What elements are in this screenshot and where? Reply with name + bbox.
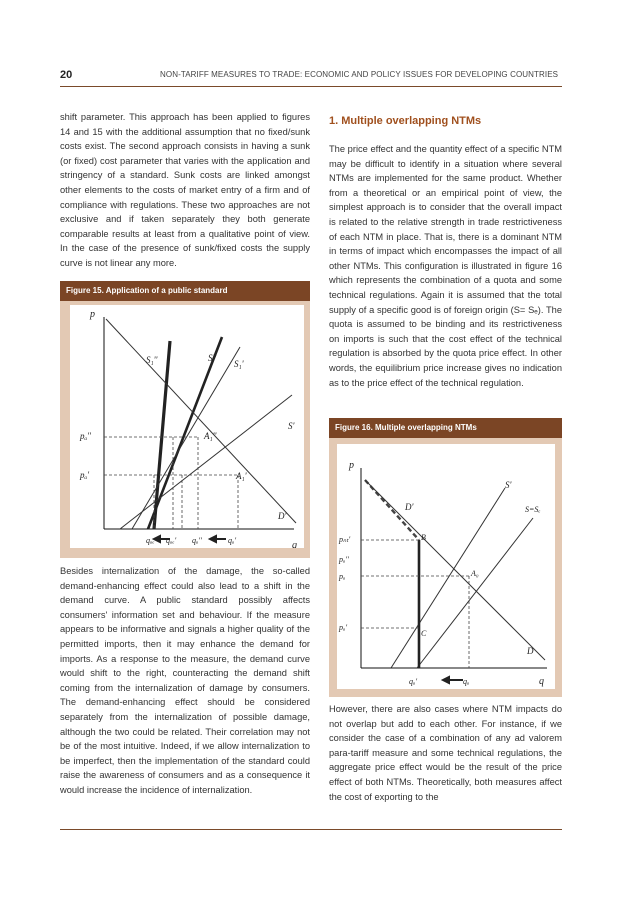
fig15-label-a1pp: A₁'' bbox=[204, 431, 217, 441]
right-paragraph-2: However, there are also cases where NTM impacts do not overlap but add to each other. For instance, if we consider the case of a combination of any ad valorem para-tariff measure and some technical regulations, the aggregate price effect would be the result of the price effect of both NTMs. Theoretically, both measures affect the cost of exporting to the bbox=[329, 704, 562, 802]
fig15-label-qAdpp: qₐₑ'' bbox=[146, 536, 158, 545]
right-paragraph-1: The price effect and the quantity effect of a specific NTM may be difficult to identify in a situation where several NTMs are implemented for the same product. Whether from a theoretical or an empirical point of view, the simplest approach is to consider that the overall impact is related to the relative strength in trade restrictiveness of each NTM in place. That is, there is a dominant NTM in terms of impact which encompasses the impact of all other NTMs. This configuration is illustrated in figure 16 which represents the combination of a quota and some technical regulations. Again it is assumed that the total supply of a specific good is of foreign origin (S= Sₑ). The quota is assumed to be binding and its restrictiveness on imports is such that the cost effect of the technical regulation is absorbed by the quota price effect. In other words, the equilibrium price increase gives no indication as to the price effect of the technical regulation. bbox=[329, 144, 562, 388]
fig16-label-sse: S=Sₑ bbox=[525, 505, 541, 514]
figure15-chart bbox=[70, 305, 304, 548]
fig16-label-qA: qₐ bbox=[463, 677, 470, 686]
fig16-label-a0: A₀ bbox=[471, 569, 479, 578]
page-number: 20 bbox=[60, 69, 73, 81]
fig15-curve-s1p bbox=[132, 347, 240, 529]
fig16-label-dp: D' bbox=[405, 502, 414, 512]
footer-rule bbox=[60, 829, 562, 830]
header-rule bbox=[60, 86, 562, 87]
figure15-title: Figure 15. Application of a public standard bbox=[60, 281, 310, 301]
fig16-curve-sse bbox=[417, 518, 533, 668]
fig16-label-pNTp: pₙₜ' bbox=[339, 535, 351, 544]
fig15-curve-dp bbox=[106, 319, 296, 523]
fig15-label-pApp: pₐ'' bbox=[80, 431, 91, 441]
right-column-lower bbox=[329, 702, 562, 804]
fig16-label-pAp: pₐ' bbox=[339, 623, 348, 632]
fig15-label-sp: S' bbox=[288, 421, 295, 431]
fig16-curve-sp bbox=[391, 488, 505, 668]
figure16-plot-area bbox=[337, 444, 555, 689]
fig15-label-a1p: A₁' bbox=[236, 471, 247, 481]
fig15-label-s1pp: S₁'' bbox=[146, 355, 158, 365]
running-title: NON-TARIFF MEASURES TO TRADE: ECONOMIC AND POLICY ISSUES FOR DEVELOPING COUNTRIES bbox=[160, 70, 559, 79]
left-column-lower bbox=[60, 564, 310, 798]
fig16-label-b: B bbox=[421, 533, 426, 542]
fig15-label-qApp: qₐ'' bbox=[192, 536, 202, 545]
fig15-label-qAdp: qₐₑ' bbox=[166, 536, 177, 545]
fig16-curve-d bbox=[365, 480, 545, 660]
left-column bbox=[60, 110, 310, 271]
fig15-label-s1p: S₁' bbox=[234, 359, 244, 369]
right-column bbox=[329, 142, 562, 390]
fig15-label-qAp: qₐ' bbox=[228, 536, 237, 545]
fig15-label-p: p bbox=[90, 309, 95, 320]
fig16-label-pA: pₐ bbox=[339, 572, 346, 581]
figure16-title: Figure 16. Multiple overlapping NTMs bbox=[329, 418, 562, 438]
fig16-label-q: q bbox=[539, 676, 544, 687]
figure15-frame bbox=[60, 301, 310, 558]
figure16-frame bbox=[329, 438, 562, 697]
left-paragraph-1: shift parameter. This approach has been applied to figures 14 and 15 with the additional assumption that no fixed/sunk costs exist. The second approach consists in having a sunk (or fixed) cost parameter that varies with the application and stringency of a standard. Sunk costs are linked amongst other elements to the costs of market entry of a firm and of compliance with regulations. These two approaches are not exclusive and if taken separately they both generate comparable results at least from a qualitative point of view. In the case of the presence of sunk/fixed costs the supply curve is not linear any more. bbox=[60, 112, 310, 268]
fig16-label-d: D bbox=[527, 646, 534, 656]
left-paragraph-2: Besides internalization of the damage, the so-called demand-enhancing effect could also lead to a shift in the demand curve. A public standard possibly affects consumers' information set and behaviour. If the measure appears to be informative and signals a higher quality of the permitted imports, then it may enhance the demand for imports. As a response to the measure, the demand curve would shift to the right, counteracting the demand shift coming from the internalization of damage by consumers. The demand-enhancing effect should be considered separately from the internalization of possible damage, although the two could be related. Their correlation may not be of the most intuitive. Indeed, if we allow internalization to be imperfect, then the implementation of the standard could raise the awareness of consumers and as a consequence it would increase the incidence of internalization. bbox=[60, 566, 310, 795]
fig16-label-pApp: pₐ'' bbox=[339, 555, 349, 564]
fig15-curve-sp bbox=[120, 395, 292, 529]
fig16-label-c: C bbox=[421, 629, 427, 638]
fig16-label-qAp: qₐ' bbox=[409, 677, 418, 686]
fig15-label-pAp: pₐ' bbox=[80, 470, 90, 480]
figure15-plot-area bbox=[70, 305, 304, 548]
fig15-label-spp: S'' bbox=[208, 353, 217, 363]
figure16-chart bbox=[337, 444, 555, 689]
fig16-label-p: p bbox=[349, 460, 354, 471]
section-heading: 1. Multiple overlapping NTMs bbox=[329, 115, 482, 127]
fig15-label-q: q bbox=[292, 540, 297, 548]
fig16-label-sp: S' bbox=[505, 480, 512, 490]
fig15-label-dp: D' bbox=[278, 511, 287, 521]
